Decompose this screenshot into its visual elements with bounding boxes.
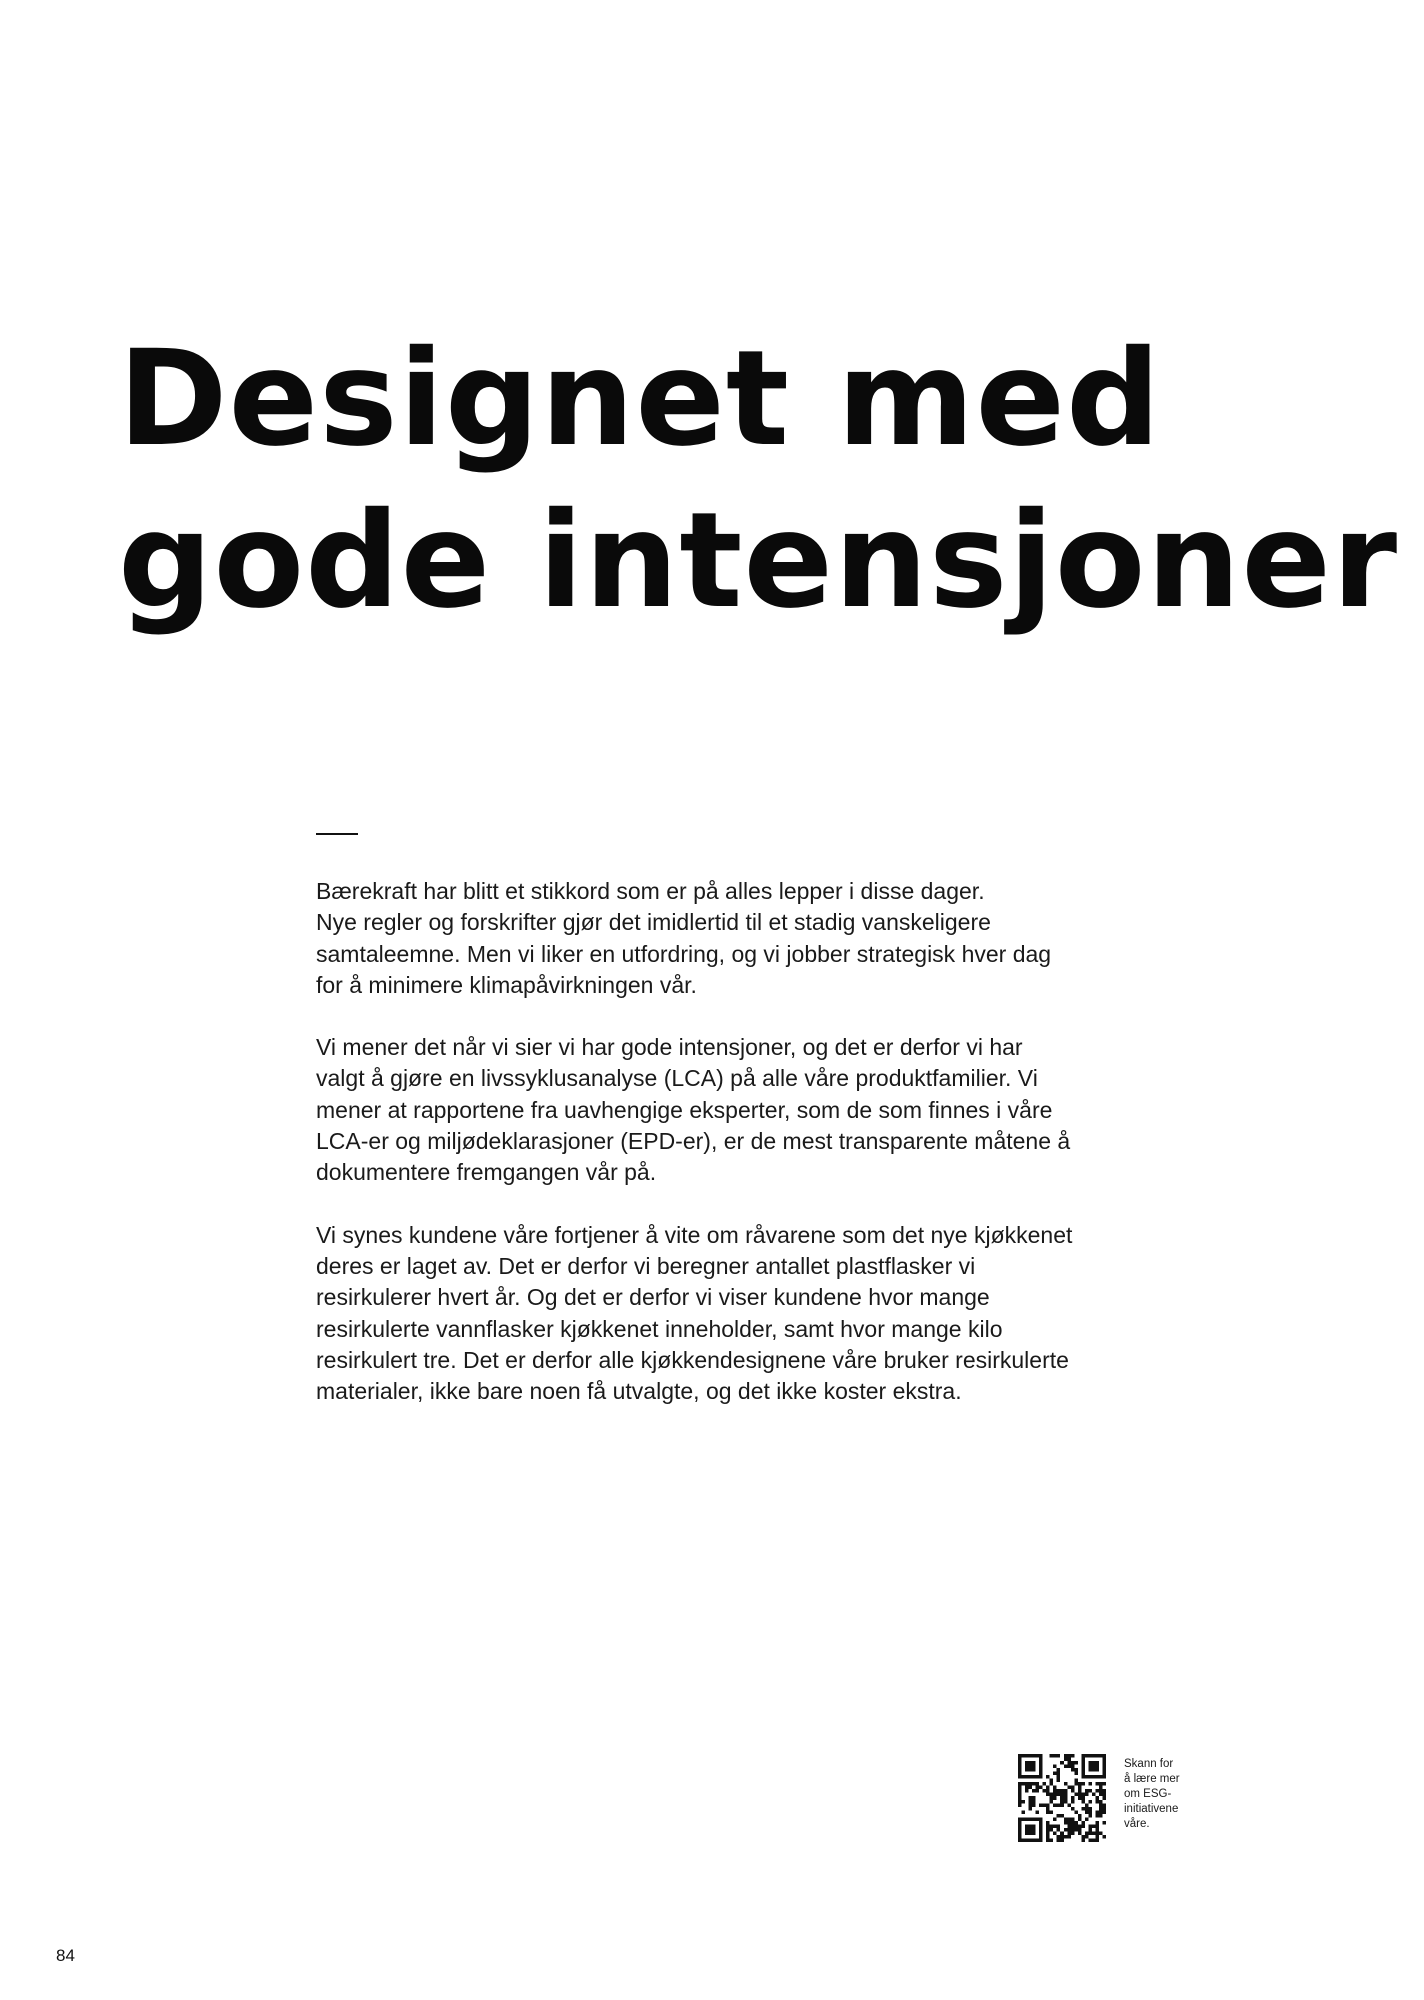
qr-caption-line: våre. <box>1124 1818 1150 1830</box>
page-title-line-1: Designet med <box>118 322 1162 476</box>
paragraph-line: Nye regler og forskrifter gjør det imidlertid til et stadig vanskeligere <box>316 909 991 936</box>
paragraph-line: samtaleemne. Men vi liker en utfordring, og vi jobber strategisk hver dag <box>316 940 1052 967</box>
section-divider <box>316 833 358 835</box>
paragraph-line: resirkulerer hvert år. Og det er derfor vi viser kundene hvor mange <box>316 1284 990 1311</box>
qr-caption <box>1124 1757 1224 1832</box>
paragraph-line: mener at rapportene fra uavhengige eksperter, som de som finnes i våre <box>316 1096 1053 1123</box>
paragraph-line: LCA-er og miljødeklarasjoner (EPD-er), er de mest transparente måtene å <box>316 1128 1071 1155</box>
qr-caption-line: initiativene <box>1124 1803 1179 1815</box>
paragraph-3 <box>316 1220 1216 1408</box>
page-number: 84 <box>56 1946 75 1965</box>
paragraph-line: for å minimere klimapåvirkningen vår. <box>316 971 697 998</box>
paragraph-line: materialer, ikke bare noen få utvalgte, og det ikke koster ekstra. <box>316 1378 962 1405</box>
paragraph-line: dokumentere fremgangen vår på. <box>316 1159 657 1186</box>
paragraph-line: valgt å gjøre en livssyklusanalyse (LCA) på alle våre produktfamilier. Vi <box>316 1065 1038 1092</box>
qr-caption-line: å lære mer <box>1124 1773 1180 1785</box>
qr-caption-line: om ESG- <box>1124 1788 1172 1800</box>
page-title-line-2: gode intensjoner <box>118 484 1399 638</box>
paragraph-line: resirkulerte vannflasker kjøkkenet inneholder, samt hvor mange kilo <box>316 1315 1003 1342</box>
paragraph-line: Vi synes kundene våre fortjener å vite om råvarene som det nye kjøkkenet <box>316 1221 1073 1248</box>
paragraph-1 <box>316 876 1216 1001</box>
qr-code-icon[interactable] <box>1018 1752 1106 1844</box>
page-title <box>118 318 1398 642</box>
paragraph-line: Bærekraft har blitt et stikkord som er på alles lepper i disse dager. <box>316 878 985 904</box>
paragraph-2 <box>316 1032 1216 1188</box>
body-text <box>316 876 1216 1438</box>
paragraph-line: deres er laget av. Det er derfor vi beregner antallet plastflasker vi <box>316 1252 976 1279</box>
paragraph-line: Vi mener det når vi sier vi har gode intensjoner, og det er derfor vi har <box>316 1034 1023 1061</box>
paragraph-line: resirkulert tre. Det er derfor alle kjøkkendesignene våre bruker resirkulerte <box>316 1346 1069 1373</box>
qr-caption-line: Skann for <box>1124 1758 1174 1770</box>
